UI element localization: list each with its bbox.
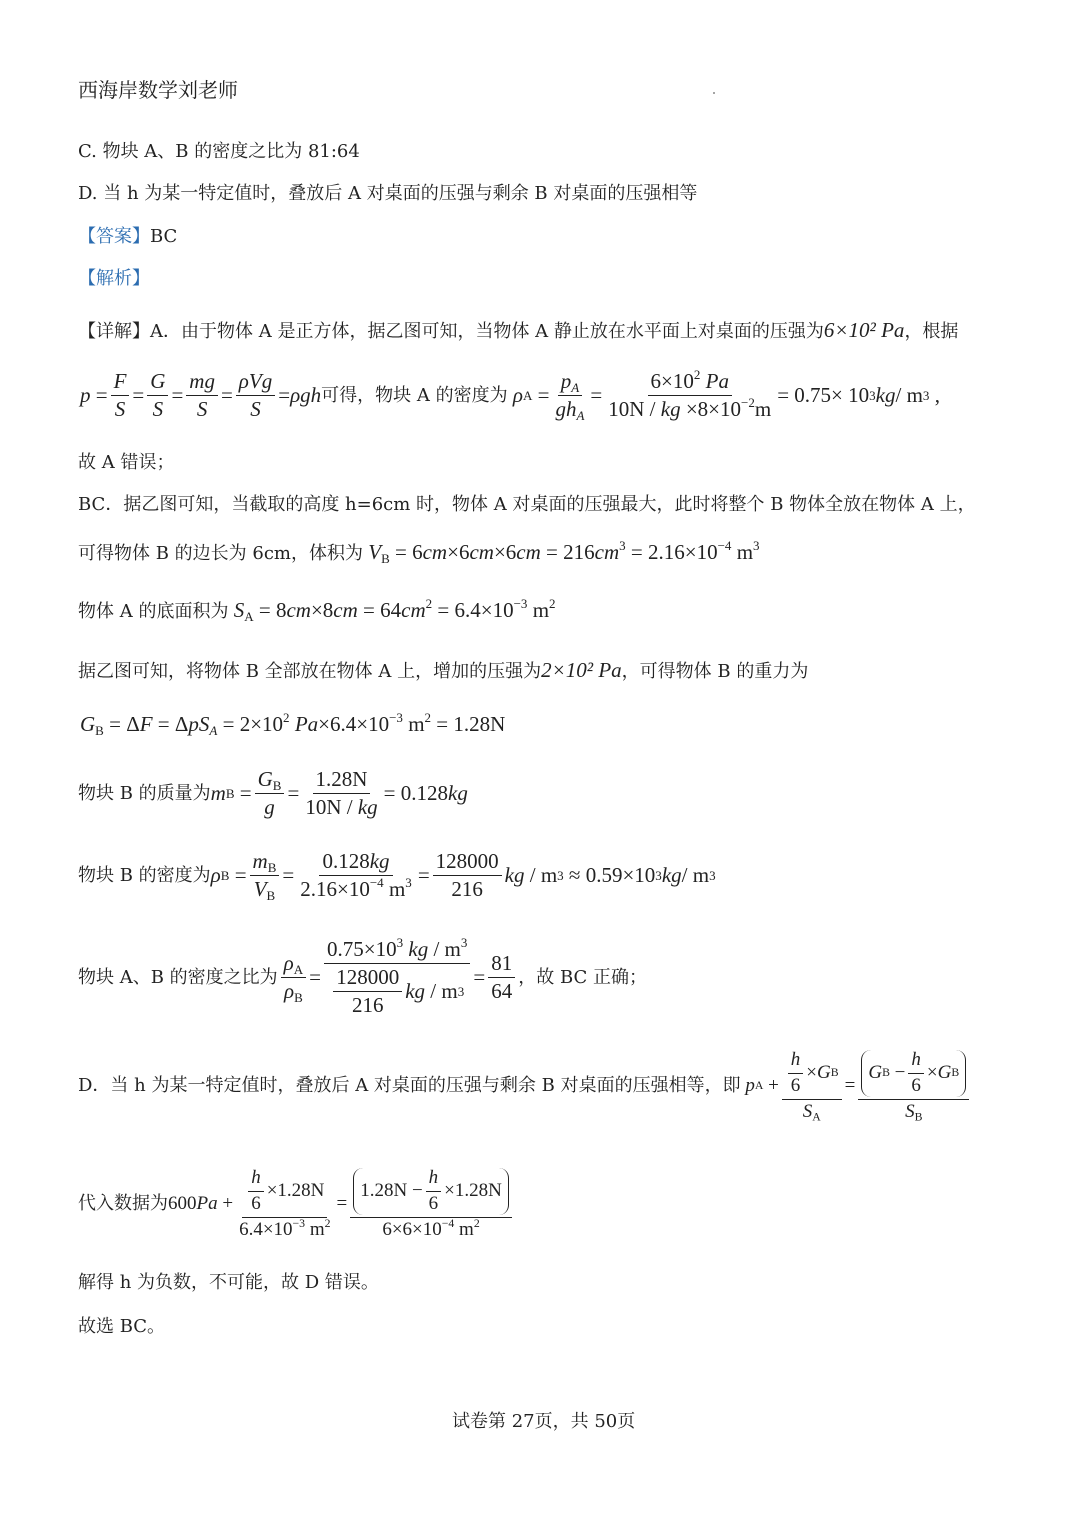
formula-mid-text: 可得，物块 A 的密度为 bbox=[321, 384, 508, 406]
d-condition-line: D．当 h 为某一特定值时，叠放后 A 对桌面的压强与剩余 B 对桌面的压强相等，即 p A + $\frac{h}{6}$ × G B $S_A$ = G B − $\frac{h}{6}$ × G B $S_B$ bbox=[78, 1050, 972, 1123]
ratio-tail: ，故 BC 正确； bbox=[518, 966, 648, 988]
density-label: 物块 B 的密度为 bbox=[78, 864, 211, 886]
press-value: 2×10² Pa bbox=[541, 658, 622, 682]
answer-value: BC bbox=[150, 226, 178, 247]
substitute-line: 代入数据为 600 Pa + $\frac{h}{6}$ ×1.28N $6.4\times 10^{-3}$ $m^2$ = 1.28N − $\frac{h}{6}$ ×1.28N $6\times 6\times 10^{-4}$ $m^2$ bbox=[78, 1168, 515, 1241]
press-tail: ，可得物体 B 的重力为 bbox=[621, 661, 809, 682]
weight-b-formula: $G_B = \Delta F = \Delta pS_A = 2\times 10^2$ $Pa\times 6.4\times 10^{-3}$ $m^2 = 1.28N$ bbox=[80, 709, 506, 738]
d-line-text: D．当 h 为某一特定值时，叠放后 A 对桌面的压强与剩余 B 对桌面的压强相等，即 bbox=[78, 1075, 741, 1097]
pressure-increase-line bbox=[78, 658, 808, 683]
ratio-label: 物块 A、B 的密度之比为 bbox=[78, 966, 278, 988]
area-line: 物体 A 的底面积为 $S_A = 8cm\times 8cm = 64cm^2 = 6.4\times 10^{-3}$ $m^2$ bbox=[78, 595, 556, 624]
scan-dot bbox=[713, 92, 715, 94]
final-answer-text: 故选 BC。 bbox=[78, 1316, 166, 1337]
answer-line bbox=[78, 228, 177, 246]
detail-line-1 bbox=[78, 320, 958, 341]
d-result-text: 解得 h 为负数，不可能，故 D 错误。 bbox=[78, 1272, 379, 1293]
analysis-label: 【解析】 bbox=[78, 268, 150, 289]
press-label: 据乙图可知，将物体 B 全部放在物体 A 上，增加的压强为 bbox=[78, 661, 542, 682]
detail-line-1-text: A．由于物体 A 是正方体，据乙图可知，当物体 A 静止放在水平面上对桌面的压强为 bbox=[150, 321, 824, 342]
bc-line-2: 可得物体 B 的边长为 6cm，体积为 $V_B = 6cm\times 6cm\times 6cm = 216cm^3 = 2.16\times 10^{-4}$ $m^3$ bbox=[78, 537, 760, 566]
option-d: D. 当 h 为某一特定值时，叠放后 A 对桌面的压强与剩余 B 对桌面的压强相等 bbox=[78, 183, 698, 204]
density-b-line: 物块 B 的密度为 ρ B = $\frac{m_B}{V_B}$ = $\frac{0.128kg}{2.16\times 10^{-4} m^3}$ = $\frac{128000}{216}$ kg / m 3 ≈ 0.59×10 3 kg / m 3 bbox=[78, 849, 716, 903]
sub-label: 代入数据为 bbox=[78, 1193, 168, 1215]
bc-line-2-text: 可得物体 B 的边长为 6cm，体积为 bbox=[78, 543, 363, 564]
detail-line-1-tail: ，根据 bbox=[904, 321, 959, 342]
watermark-text: 西海岸数学刘老师 bbox=[78, 78, 238, 102]
area-label: 物体 A 的底面积为 bbox=[78, 601, 229, 622]
option-c: C. 物块 A、B 的密度之比为 81:64 bbox=[78, 141, 360, 162]
pressure-a-value: 6×10² Pa bbox=[823, 318, 905, 342]
mass-b-line: 物块 B 的质量为 m B = $\frac{G_B}{g}$ = $\frac{1.28N}{10N / kg}$ = 0.128 kg bbox=[78, 767, 468, 820]
page-footer: 试卷第 27页，共 50页 bbox=[452, 1411, 636, 1432]
detail-label: 【详解】 bbox=[78, 321, 150, 342]
density-a-formula: p = $\frac{F}{S}$ = $\frac{G}{S}$ = $\frac{mg}{S}$ = $\frac{\text{ρVg}}{S}$ = ρgh 可得，物块 A 的密度为 ρ A = $\frac{p_A}{gh_A}$ = $\frac{6\times 10^2 Pa}{10N / kg \times 8\times 10^{-2}m}$ = 0.75× 10 3 kg / m 3 , bbox=[80, 366, 940, 423]
mass-label: 物块 B 的质量为 bbox=[78, 782, 211, 804]
density-ratio-line: 物块 A、B 的密度之比为 $\frac{\rho_A}{\rho_B}$ = $0.75\times 10^3$ kg / $m^3$ $\frac{128000}{216}$ kg / m 3 = $\frac{81}{64}$ ，故 BC 正确； bbox=[78, 934, 648, 1018]
a-wrong-text: 故 A 错误； bbox=[78, 452, 175, 473]
answer-label: 【答案】 bbox=[78, 226, 150, 247]
bc-line-1: BC．据乙图可知，当截取的高度 h=6cm 时，物体 A 对桌面的压强最大，此时将整个 B 物体全放在物体 A 上， bbox=[78, 494, 976, 515]
